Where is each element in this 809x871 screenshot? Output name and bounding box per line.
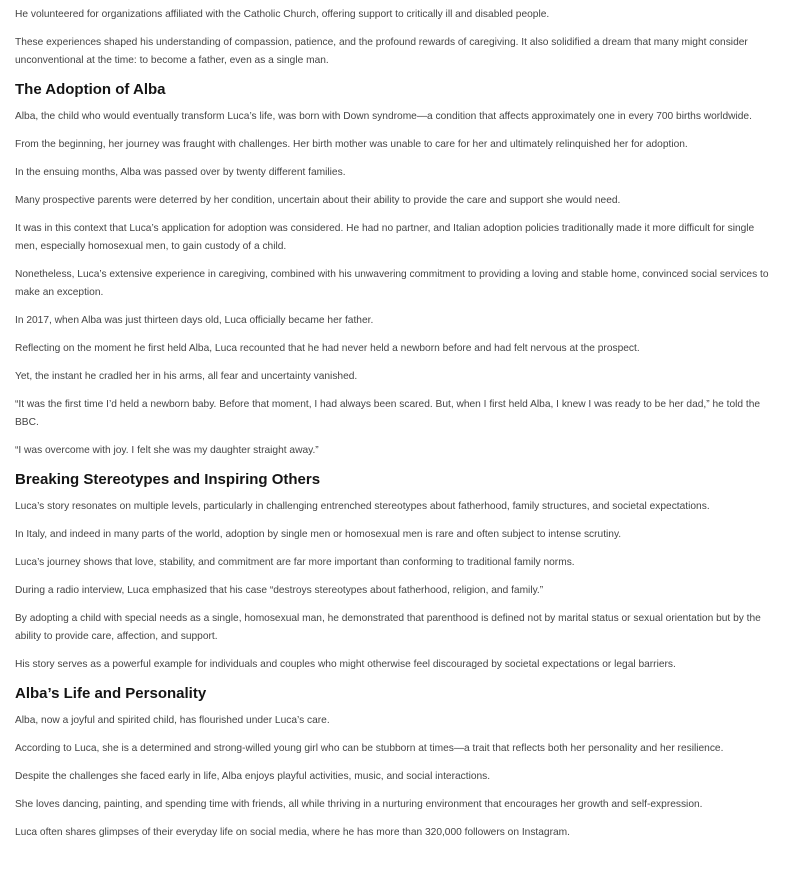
section-heading-stereotypes: Breaking Stereotypes and Inspiring Others [15, 471, 321, 488]
adoption-paragraph: Nonetheless, Luca’s extensive experience in caregiving, combined with his unwavering commitment to providing a loving and stable home, convinced social services to make an exception. [15, 269, 769, 298]
adoption-paragraph: Yet, the instant he cradled her in his arms, all fear and uncertainty vanished. [15, 371, 358, 382]
stereotypes-paragraph: Luca’s journey shows that love, stability, and commitment are far more important than conforming to traditional family norms. [15, 557, 575, 568]
life-paragraph: She loves dancing, painting, and spending time with friends, all while thriving in a nurturing environment that encourages her growth and self-expression. [15, 799, 703, 810]
adoption-paragraph: Many prospective parents were deterred by her condition, uncertain about their ability to provide the care and support she would need. [15, 195, 621, 206]
adoption-paragraph: It was in this context that Luca’s application for adoption was considered. He had no partner, and Italian adoption policies traditionally made it more difficult for single men, especially homosexual men, to gain custody of a child. [15, 223, 755, 252]
life-paragraph: Luca often shares glimpses of their everyday life on social media, where he has more than 320,000 followers on Instagram. [15, 827, 570, 838]
stereotypes-paragraph: His story serves as a powerful example for individuals and couples who might otherwise feel discouraged by societal expectations or legal barriers. [15, 659, 676, 670]
section-heading-adoption: The Adoption of Alba [15, 81, 166, 98]
adoption-paragraph: From the beginning, her journey was fraught with challenges. Her birth mother was unable to care for her and ultimately relinquished her for adoption. [15, 139, 688, 150]
intro-paragraph: He volunteered for organizations affiliated with the Catholic Church, offering support to critically ill and disabled people. [15, 9, 550, 20]
stereotypes-paragraph: During a radio interview, Luca emphasized that his case “destroys stereotypes about fatherhood, religion, and family.” [15, 585, 544, 596]
life-paragraph: According to Luca, she is a determined and strong-willed young girl who can be stubborn at times—a trait that reflects both her personality and her resilience. [15, 743, 724, 754]
section-heading-life: Alba’s Life and Personality [15, 685, 207, 702]
adoption-paragraph: Reflecting on the moment he first held Alba, Luca recounted that he had never held a newborn before and had felt nervous at the prospect. [15, 343, 640, 354]
life-paragraph: Alba, now a joyful and spirited child, has flourished under Luca’s care. [15, 715, 330, 726]
quote-paragraph: “It was the first time I’d held a newborn baby. Before that moment, I had always been scared. But, when I first held Alba, I knew I was ready to be her dad,” he told the BBC. [15, 399, 761, 428]
life-paragraph: Despite the challenges she faced early in life, Alba enjoys playful activities, music, and social interactions. [15, 771, 491, 782]
adoption-paragraph: In 2017, when Alba was just thirteen days old, Luca officially became her father. [15, 315, 374, 326]
adoption-paragraph: In the ensuing months, Alba was passed over by twenty different families. [15, 167, 346, 178]
intro-paragraph: These experiences shaped his understanding of compassion, patience, and the profound rewards of caregiving. It also solidified a dream that many might consider unconventional at the time: to become a father, even as a single man. [15, 37, 748, 66]
stereotypes-paragraph: By adopting a child with special needs as a single, homosexual man, he demonstrated that parenthood is defined not by marital status or sexual orientation but by the ability to provide care, affection, and support. [15, 613, 761, 642]
adoption-paragraph: Alba, the child who would eventually transform Luca’s life, was born with Down syndrome—a condition that affects approximately one in every 700 births worldwide. [15, 111, 752, 122]
stereotypes-paragraph: In Italy, and indeed in many parts of the world, adoption by single men or homosexual men is rare and often subject to intense scrutiny. [15, 529, 622, 540]
quote-paragraph: “I was overcome with joy. I felt she was my daughter straight away.” [15, 445, 319, 456]
stereotypes-paragraph: Luca’s story resonates on multiple levels, particularly in challenging entrenched stereotypes about fatherhood, family structures, and societal expectations. [15, 501, 710, 512]
